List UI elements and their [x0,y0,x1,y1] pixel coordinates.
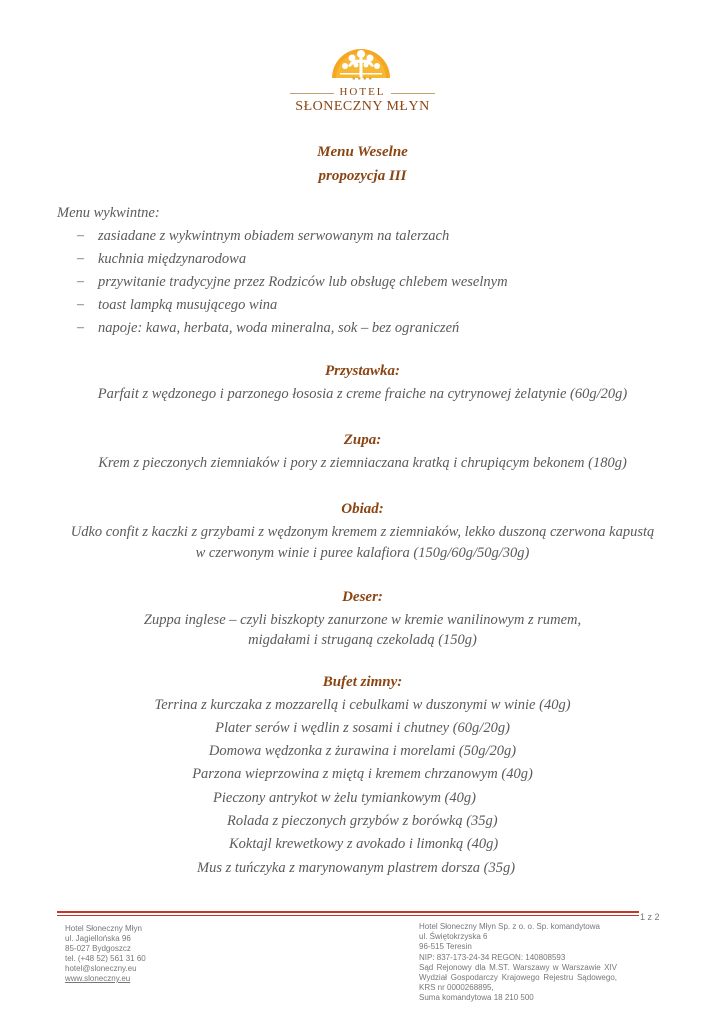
intro-item: toast lampką musującego wina [98,297,278,313]
dish-line: Parzona wieprzowina z miętą i kremem chrzanowym (40g) [192,766,533,782]
dish-line: Udko confit z kaczki z grzybami z wędzonym kremem z ziemniaków, lekko duszoną czerwona kapustą [70,524,655,540]
hotel-logo [0,40,725,120]
dish-line: Domowa wędzonka z żurawina i morelami (50g/20g) [208,743,517,759]
section-heading-deser: Deser: [342,589,383,605]
footer-website-link[interactable] [65,974,130,984]
dish-line: Rolada z pieczonych grzybów z borówką (35g) [227,813,498,829]
intro-item: przywitanie tradycyjne przez Rodziców lub obsługę chlebem weselnym [98,274,508,290]
footer-right-line: NIP: 837-173-24-34 REGON: 140808593 [419,952,566,962]
footer-rule [57,915,639,916]
section-heading-przystawka: Przystawka: [325,363,400,379]
footer-left-line: tel. (+48 52) 561 31 60 [65,954,146,963]
logo-stars: ★★★★ [351,76,374,82]
footer-left-line: 85-027 Bydgoszcz [65,944,131,953]
bullet-dash: – [77,320,84,335]
footer-right-line: Sąd Rejonowy dla M.ST. Warszawy w Warszawie XIV Wydział Gospodarczy Krajowego Rejestru Sądowego, KRS nr 0000268895, [419,962,617,993]
footer-company-info [419,922,617,1004]
dish-line: Plater serów i wędlin z sosami i chutney (60g/20g) [215,720,510,736]
dish-line: Terrina z kurczaka z mozzarellą i cebulkami w duszonymi w winie (40g) [154,697,571,713]
footer-right-line: Suma komandytowa 18 210 500 [419,993,534,1003]
menu-title: Menu Weselne [317,144,408,160]
footer-left-line: ul. Jagiellońska 96 [65,934,131,943]
footer-left-line: Hotel Słoneczny Młyn [65,924,142,933]
intro-item: zasiadane z wykwintnym obiadem serwowanym na talerzach [98,228,450,244]
section-heading-zupa: Zupa: [343,432,382,448]
intro-item: kuchnia międzynarodowa [98,251,247,267]
dish-line: w czerwonym winie i puree kalafiora (150g/60g/50g/30g) [195,545,530,561]
dish-line: Krem z pieczonych ziemniaków i pory z ziemniaczana kratką i chrupiącym bekonem (180g) [98,455,627,471]
dish-line: Parfait z wędzonego i parzonego łososia z creme fraiche na cytrynowej żelatynie (60g/20g) [97,386,628,402]
section-heading-bufet: Bufet zimny: [322,674,403,690]
sun-tree-icon [330,46,392,78]
website-link[interactable]: www.sloneczny.eu [65,974,131,983]
dish-line: Zuppa inglese – czyli biszkopty zanurzone w kremie wanilinowym z rumem, [143,612,582,628]
intro-heading: Menu wykwintne: [57,205,160,221]
page-number: 1 z 2 [640,912,660,922]
dish-line: Pieczony antrykot w żelu tymiankowym (40g) [213,790,476,806]
footer-email[interactable]: hotel@sloneczny.eu [65,964,137,973]
dish-line: Koktajl krewetkowy z avokado i limonką (40g) [229,836,499,852]
footer-right-line: Hotel Słoneczny Młyn Sp. z o. o. Sp. komandytowa [419,922,600,931]
footer-right-line: 96-515 Teresin [419,942,472,952]
bullet-dash: – [77,228,84,243]
footer-right-line: ul. Świętokrzyska 6 [419,932,488,942]
footer-rule [57,911,639,913]
dish-line: Mus z tuńczyka z marynowanym plastrem dorsza (35g) [197,860,516,876]
bullet-dash: – [77,274,84,289]
intro-item: napoje: kawa, herbata, woda mineralna, sok – bez ograniczeń [98,320,460,336]
logo-hotel-name: SŁONECZNY MŁYN [295,99,430,114]
bullet-dash: – [77,297,84,312]
menu-subtitle: propozycja III [318,168,407,184]
dish-line: migdałami i struganą czekoladą (150g) [248,632,477,648]
bullet-dash: – [77,251,84,266]
logo-hotel-text: HOTEL [339,86,386,98]
section-heading-obiad: Obiad: [341,501,384,517]
